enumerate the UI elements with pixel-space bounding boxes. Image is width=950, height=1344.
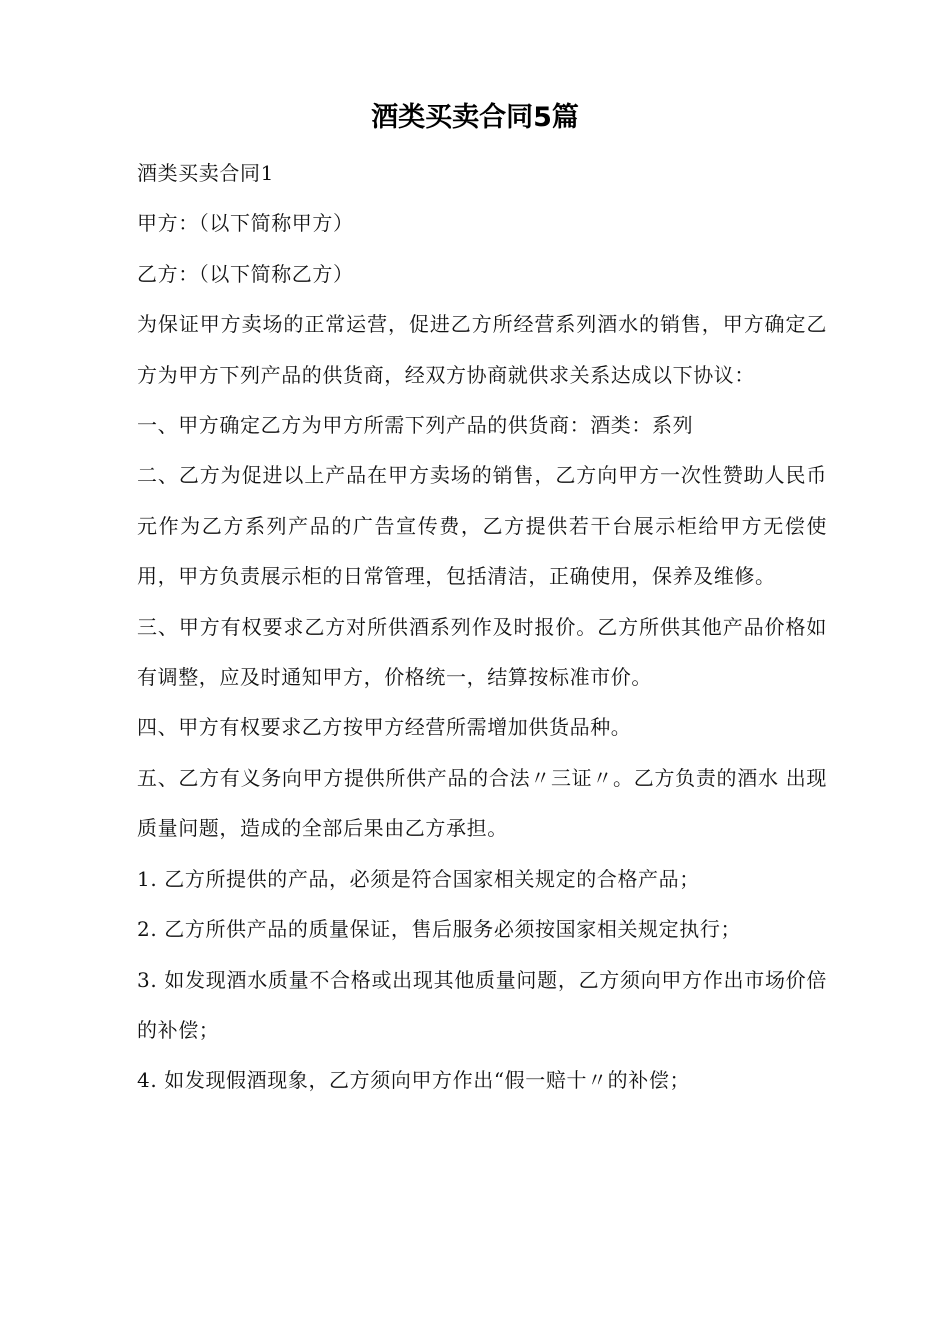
clause-3: 三、甲方有权要求乙方对所供酒系列作及时报价。乙方所供其他产品价格如有调整，应及时通知甲方，价格统一，结算按标准市价。 bbox=[137, 614, 827, 690]
sub-item-2: 2. 乙方所供产品的质量保证，售后服务必须按国家相关规定执行； bbox=[137, 917, 742, 942]
sub-item-1: 1. 乙方所提供的产品，必须是符合国家相关规定的合格产品； bbox=[137, 866, 700, 891]
clause-1: 一、甲方确定乙方为甲方所需下列产品的供货商：酒类：系列 bbox=[137, 413, 694, 438]
document-body bbox=[137, 148, 827, 1106]
clause-4: 四、甲方有权要求乙方按甲方经营所需增加供货品种。 bbox=[137, 715, 632, 740]
sub-item-4: 4. 如发现假酒现象，乙方须向甲方作出“假一赔十〃的补偿； bbox=[137, 1068, 691, 1093]
clause-5: 五、乙方有义务向甲方提供所供产品的合法〃三证〃。乙方负责的酒水 出现质量问题，造成的全部后果由乙方承担。 bbox=[137, 765, 827, 841]
sub-item-3: 3. 如发现酒水质量不合格或出现其他质量问题，乙方须向甲方作出市场价倍的补偿； bbox=[137, 967, 827, 1042]
party-b-line: 乙方：（以下简称乙方） bbox=[137, 261, 354, 286]
document-title: 酒类买卖合同5篇 bbox=[371, 102, 579, 133]
contract-heading: 酒类买卖合同1 bbox=[137, 161, 274, 185]
clause-2: 二、乙方为促进以上产品在甲方卖场的销售，乙方向甲方一次性赞助人民币元作为乙方系列产品的广告宣传费，乙方提供若干台展示柜给甲方无偿使用，甲方负责展示柜的日常管理，包括清洁，正确使用，保养及维修。 bbox=[137, 463, 827, 589]
preamble-paragraph: 为保证甲方卖场的正常运营，促进乙方所经营系列酒水的销售，甲方确定乙方为甲方下列产品的供货商，经双方协商就供求关系达成以下协议： bbox=[137, 312, 827, 387]
party-a-line: 甲方：（以下简称甲方） bbox=[137, 211, 354, 236]
